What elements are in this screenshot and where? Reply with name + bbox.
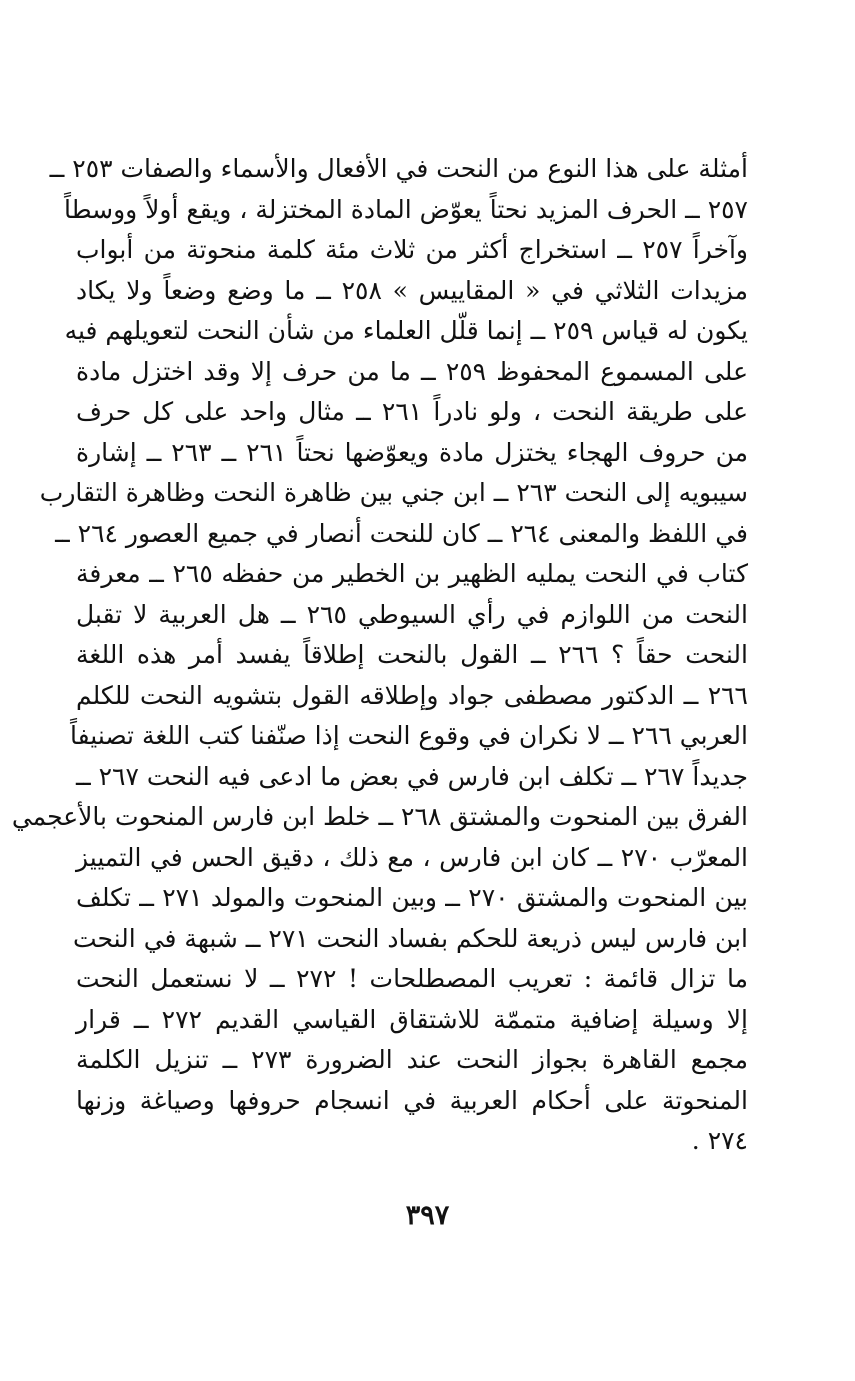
text-line: ما تزال قائمة : تعريب المصطلحات ! ٢٧٢ ــ لا نستعمل النحت [76, 964, 748, 993]
text-line: الفرق بين المنحوت والمشتق ٢٦٨ ــ خلط ابن فارس المنحوت بالأعجمي [11, 802, 748, 831]
text-line: وآخراً ٢٥٧ ــ استخراج أكثر من ثلاث مئة كلمة منحوتة من أبواب [76, 235, 748, 264]
text-line: مزيدات الثلاثي في « المقاييس » ٢٥٨ ــ ما وضع وضعاً ولا يكاد [76, 275, 748, 305]
text-line: ٢٥٧ ــ الحرف المزيد نحتاً يعوّض المادة المختزلة ، ويقع أولاً ووسطاً [64, 194, 748, 224]
text-line: المعرّب ٢٧٠ ــ كان ابن فارس ، مع ذلك ، دقيق الحس في التمييز [76, 842, 749, 872]
text-line: على المسموع المحفوظ ٢٥٩ ــ ما من حرف إلا وقد اختزل مادة [76, 356, 749, 386]
text-line: بين المنحوت والمشتق ٢٧٠ ــ وبين المنحوت والمولد ٢٧١ ــ تكلف [76, 883, 748, 912]
text-line: يكون له قياس ٢٥٩ ــ إنما قلّل العلماء من شأن النحت لتعويلهم فيه [64, 316, 748, 345]
text-line: على طريقة النحت ، ولو نادراً ٢٦١ ــ مثال واحد على كل حرف [76, 397, 749, 426]
text-line: ابن فارس ليس ذريعة للحكم بفساد النحت ٢٧١ ــ شبهة في النحت [72, 923, 748, 953]
text-line: العربي ٢٦٦ ــ لا نكران في وقوع النحت إذا صنّفنا كتب اللغة تصنيفاً [70, 721, 748, 750]
text-line-last: ٢٧٤ . [691, 1126, 748, 1155]
index-paragraph [11, 149, 749, 1162]
text-line: المنحوتة على أحكام العربية في انسجام حروفها وصياغة وزنها [76, 1085, 748, 1115]
text-line: في اللفظ والمعنى ٢٦٤ ــ كان للنحت أنصار في جميع العصور ٢٦٤ ــ [55, 518, 748, 548]
text-line: النحت من اللوازم في رأي السيوطي ٢٦٥ ــ هل العربية لا تقبل [76, 599, 748, 629]
text-line: النحت حقاً ؟ ٢٦٦ ــ القول بالنحت إطلاقاً يفسد أمر هذه اللغة [76, 640, 748, 669]
text-line: سيبويه إلى النحت ٢٦٣ ــ ابن جني بين ظاهرة النحت وظاهرة التقارب [39, 478, 748, 507]
text-line: كتاب في النحت يمليه الظهير بن الخطير من حفظه ٢٦٥ ــ معرفة [76, 559, 748, 588]
text-line: مجمع القاهرة بجواز النحت عند الضرورة ٢٧٣ ــ تنزيل الكلمة [76, 1045, 748, 1074]
text-line: من حروف الهجاء يختزل مادة ويعوّضها نحتاً ٢٦١ ــ ٢٦٣ ــ إشارة [76, 437, 748, 467]
text-line: إلا وسيلة إضافية متممّة للاشتقاق القياسي القديم ٢٧٢ ــ قرار [76, 1004, 748, 1034]
text-line: جديداً ٢٦٧ ــ تكلف ابن فارس في بعض ما ادعى فيه النحت ٢٦٧ ــ [76, 761, 748, 791]
page-number: ٣٩٧ [405, 1200, 450, 1231]
text-line: أمثلة على هذا النوع من النحت في الأفعال والأسماء والصفات ٢٥٣ ــ [49, 154, 748, 183]
text-line: ٢٦٦ ــ الدكتور مصطفى جواد وإطلاقه القول بتشويه النحت للكلم [76, 680, 748, 710]
